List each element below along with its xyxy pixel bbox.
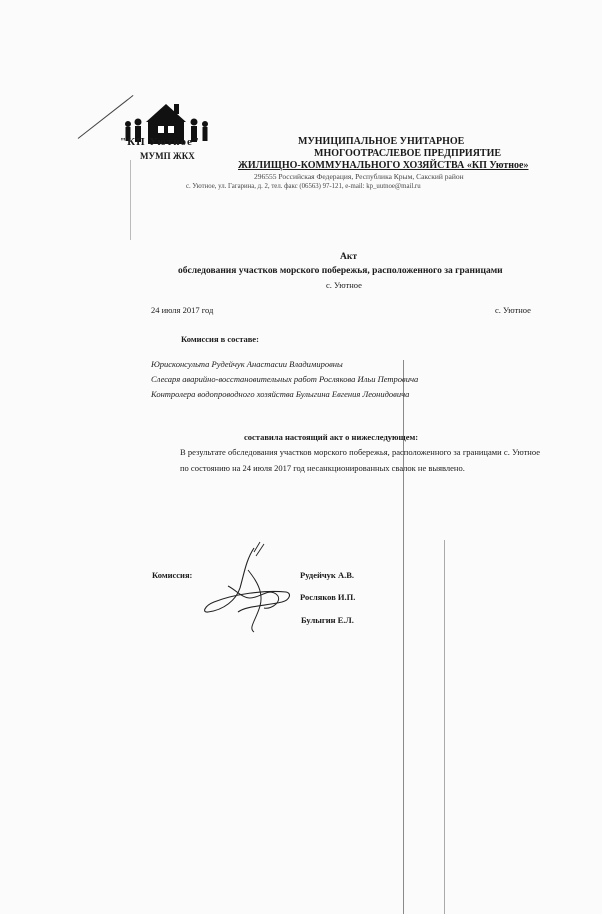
company-logo xyxy=(118,98,218,166)
act-title: Акт xyxy=(340,252,358,262)
act-place: с. Уютное xyxy=(326,280,362,290)
org-name-line2: МНОГООТРАСЛЕВОЕ ПРЕДПРИЯТИЕ xyxy=(314,148,502,159)
signature-name: Булыгин Е.Л. xyxy=(301,615,354,625)
org-address-line2: с. Уютное, ул. Гагарина, д. 2, тел. факс (06563) 97-121, e-mail: kp_uutnoe@mail.ru xyxy=(186,183,421,190)
commission-member: Юрисконсульта Рудейчук Анастасии Владимировны xyxy=(151,359,343,369)
org-name-line1: МУНИЦИПАЛЬНОЕ УНИТАРНОЕ xyxy=(298,136,465,147)
act-city: с. Уютное xyxy=(495,305,531,315)
act-subtitle: обследования участков морского побережья, расположенного за границами xyxy=(178,266,503,276)
handwritten-signature xyxy=(194,540,304,640)
scan-line xyxy=(130,160,131,240)
org-name-line3: ЖИЛИЩНО-КОММУНАЛЬНОГО ХОЗЯЙСТВА «КП Уютное» xyxy=(238,160,529,171)
signatures-label: Комиссия: xyxy=(152,570,193,580)
signature-name: Росляков И.П. xyxy=(300,592,356,602)
body-paragraph: В результате обследования участков морского побережья, расположенного за границами с. Уютное по состоянию на 24 июля 2017 год несанкционированных свалок не выявлено. xyxy=(180,447,540,473)
commission-member: Контролера водопроводного хозяйства Булыгина Евгения Леонидовича xyxy=(151,389,410,399)
scan-line xyxy=(444,540,445,914)
commission-heading: Комиссия в составе: xyxy=(181,334,259,344)
logo-caption: "КП Уютное" xyxy=(120,136,201,148)
org-address-line1: 296555 Российская Федерация, Республика Крым, Сакский район xyxy=(254,172,464,181)
act-date: 24 июля 2017 год xyxy=(151,305,214,315)
signature-name: Рудейчук А.В. xyxy=(300,570,355,580)
body-intro: составила настоящий акт о нижеследующем: xyxy=(244,432,419,442)
logo-subcaption: МУМП ЖКХ xyxy=(140,151,195,161)
commission-member: Слесаря аварийно-восстановительных работ Рослякова Ильи Петровича xyxy=(151,374,419,384)
